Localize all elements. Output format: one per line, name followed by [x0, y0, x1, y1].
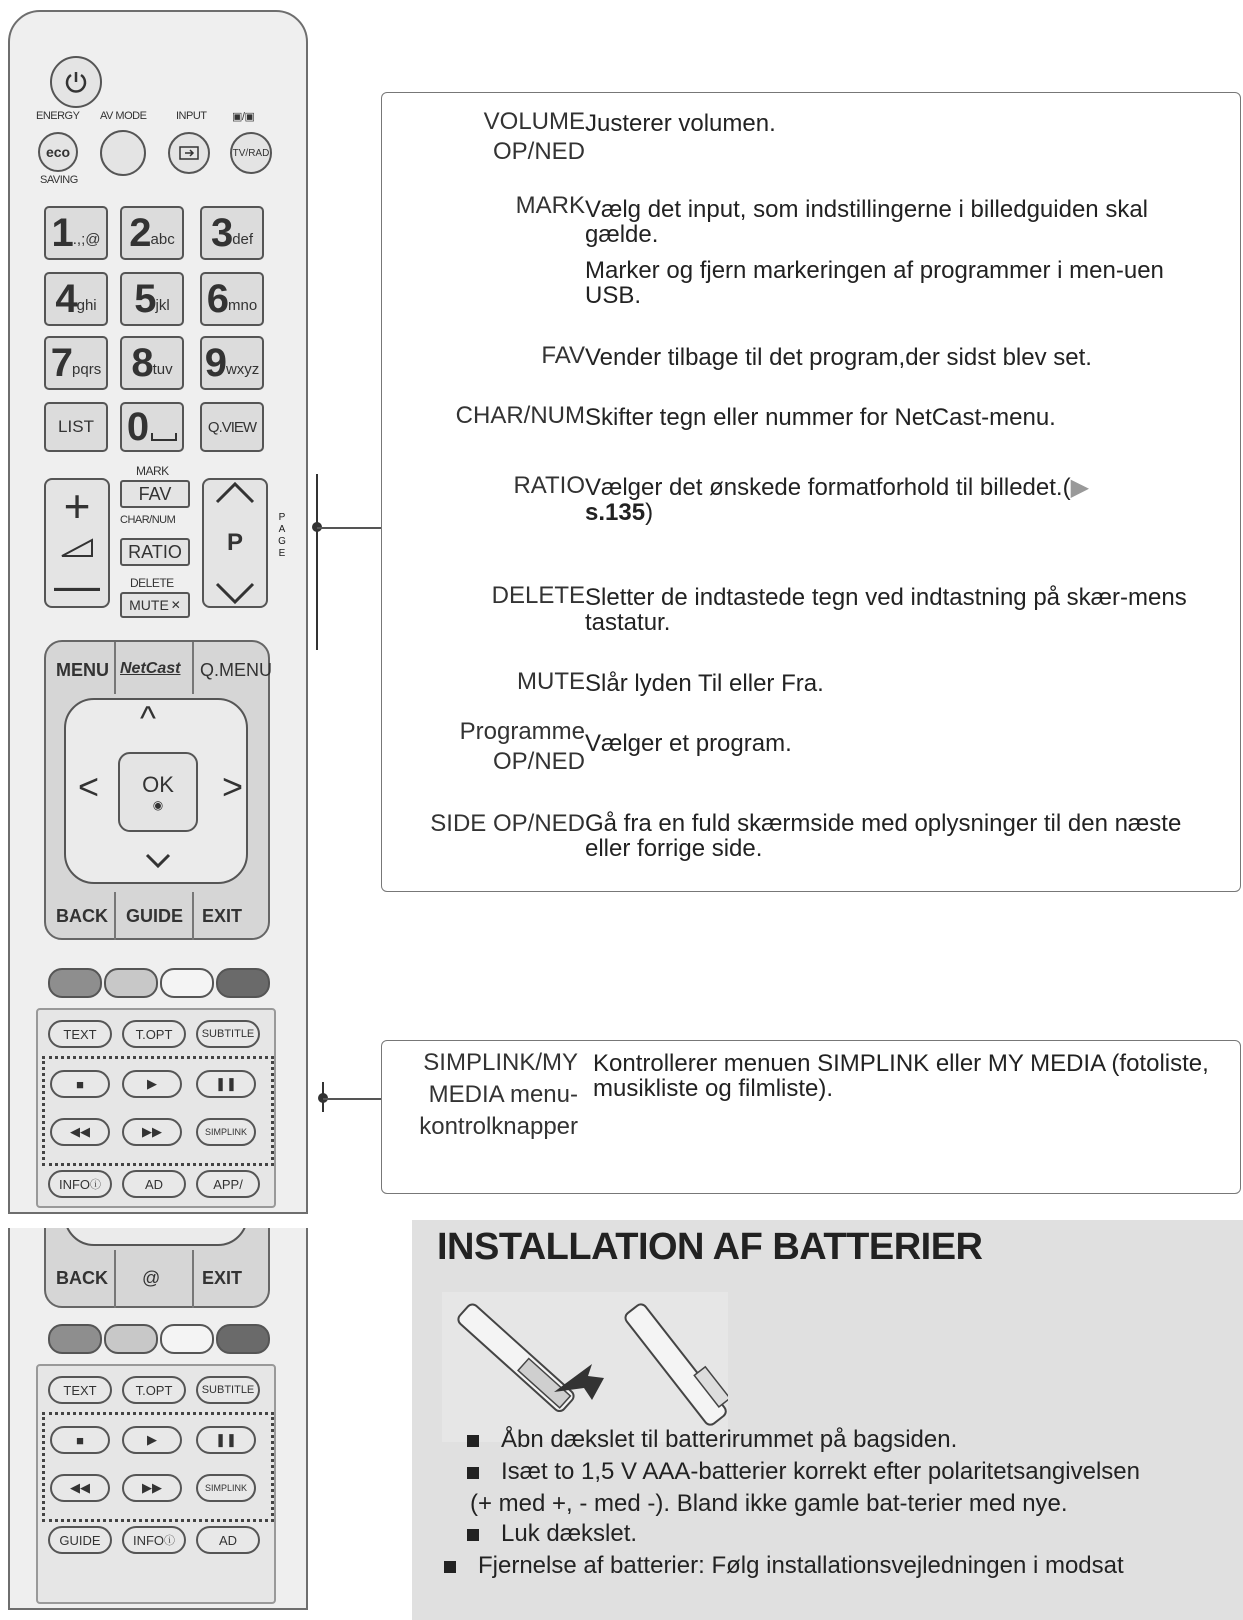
page-side-label: PAGE [278, 512, 286, 559]
term-volume: VOLUME OP/NED [483, 108, 585, 165]
number-5-digit: 5 [134, 276, 155, 321]
number-7-letters: pqrs [72, 360, 102, 378]
ok-button [118, 752, 198, 832]
red-key-alt [48, 1324, 102, 1354]
battery-step-1 [467, 1426, 957, 1454]
forward-button-alt: ▶▶ [122, 1474, 182, 1502]
arrow-down-icon [144, 852, 172, 870]
tvrad-button: TV/RAD [230, 132, 272, 174]
number-8-digit: 8 [131, 340, 152, 385]
ad-button: AD [122, 1170, 186, 1198]
subtitle-button-alt: SUBTITLE [196, 1376, 260, 1404]
pause-button-alt: ❚❚ [196, 1426, 256, 1454]
term-programme: Programme OP/NED [459, 718, 585, 775]
saving-label: SAVING [40, 174, 78, 186]
number-7-digit: 7 [50, 340, 72, 385]
netcast-label: NetCast [120, 660, 181, 677]
number-2-digit: 2 [129, 210, 150, 255]
energy-label: ENERGY [36, 110, 80, 122]
volume-rocker [44, 478, 110, 611]
simplink-button-alt: SIMPLINK [196, 1474, 256, 1502]
chevron-down-icon [213, 580, 257, 606]
desc-delete: Sletter de indtastede tegn ved indtastning på skær-mens tastatur. [585, 584, 1187, 636]
battery-step-3 [467, 1520, 637, 1548]
number-2-letters: abc [150, 230, 175, 248]
battery-title: INSTALLATION AF BATTERIER [437, 1226, 983, 1268]
list-button: LIST [44, 402, 108, 452]
volume-plus-icon: + [63, 480, 91, 532]
number-1-letters: .,;@ [72, 230, 101, 248]
program-label: P [226, 529, 243, 556]
green-key-alt [104, 1324, 158, 1354]
red-key [48, 968, 102, 998]
bracket-line [316, 474, 318, 650]
stop-button-alt: ■ [50, 1426, 110, 1454]
battery-step-3-text: Luk dækslet. [501, 1520, 638, 1547]
pause-button: ❚❚ [196, 1070, 256, 1098]
input-label: INPUT [176, 110, 207, 122]
divider [192, 892, 194, 940]
ok-dot-icon: ◉ [152, 798, 164, 812]
info-label: INFO [58, 1176, 91, 1192]
desc-mark: Vælg det input, som indstillingerne i billedguiden skal gælde. [585, 196, 1148, 248]
number-3-button [200, 206, 264, 260]
number-9-button [200, 336, 264, 390]
power-icon [63, 69, 89, 95]
qmenu-label: Q.MENU [200, 660, 272, 680]
battery-step-2 [467, 1458, 1140, 1486]
page-reference: s.135 [585, 499, 646, 526]
number-5-button [120, 272, 184, 326]
button-description-box [381, 92, 1241, 892]
number-1-button [44, 206, 108, 260]
back-label-alt: BACK [56, 1268, 108, 1288]
desc-volume: Justerer volumen. [585, 110, 776, 137]
energy-saving-button: eco [38, 132, 78, 172]
battery-step-2-cont: (+ med +, - med -). Bland ikke gamle bat-terier med nye. [470, 1490, 1068, 1517]
chevron-up-icon [213, 480, 257, 506]
term-side: SIDE OP/NED [430, 810, 585, 837]
yellow-key [160, 968, 214, 998]
blue-key-alt [216, 1324, 270, 1354]
back-label: BACK [56, 906, 108, 926]
divider [192, 1250, 194, 1308]
input-icon [179, 146, 199, 160]
power-button [50, 56, 102, 108]
battery-installation-panel [412, 1220, 1243, 1620]
program-rocker [202, 478, 268, 608]
number-9-letters: wxyz [225, 360, 260, 378]
app-button: APP/ [196, 1170, 260, 1198]
term-fav: FAV [541, 342, 585, 369]
number-6-letters: mno [228, 296, 258, 314]
remote-control-alt-illustration [8, 1228, 308, 1610]
ad-button-alt: AD [196, 1526, 260, 1554]
divider [114, 892, 116, 940]
info-icon: ⓘ [164, 1535, 176, 1547]
guide-button-alt: GUIDE [48, 1526, 112, 1554]
number-4-letters: ghi [76, 296, 97, 314]
input-button [168, 132, 210, 174]
info-button-alt [122, 1526, 186, 1554]
avmode-label: AV MODE [100, 110, 147, 122]
remote-control-illustration [8, 10, 308, 1214]
info-icon: ⓘ [90, 1179, 102, 1191]
zero-label: 0 [126, 404, 148, 449]
yellow-key-alt [160, 1324, 214, 1354]
at-label: @ [142, 1268, 161, 1288]
ok-label: OK [142, 772, 174, 797]
simplink-description-box [381, 1040, 1241, 1194]
battery-removal-text: Fjernelse af batterier: Følg installationsvejledningen i modsat [478, 1552, 1124, 1579]
desc-fav: Vender tilbage til det program,der sidst blev set. [585, 344, 1092, 371]
number-7-button [44, 336, 108, 390]
mark-label: MARK [136, 464, 169, 478]
divider [114, 1250, 116, 1308]
blue-key [216, 968, 270, 998]
desc-ratio [585, 475, 1185, 525]
avmode-button [100, 130, 146, 176]
desc-mute: Slår lyden Til eller Fra. [585, 670, 824, 697]
desc-side: Gå fra en fuld skærmside med oplysninger til den næste eller forrige side. [585, 810, 1182, 862]
play-button-alt: ▶ [122, 1426, 182, 1454]
number-3-digit: 3 [210, 210, 232, 255]
number-8-letters: tuv [152, 360, 173, 378]
battery-step-1-text: Åbn dækslet til batterirummet på bagsiden. [501, 1426, 958, 1453]
battery-remote-illustration [442, 1292, 728, 1442]
arrow-up-icon: ^ [140, 700, 156, 738]
play-button: ▶ [122, 1070, 182, 1098]
term-mark: MARK [515, 192, 585, 219]
mute-button [120, 592, 190, 618]
topt-button: T.OPT [122, 1020, 186, 1048]
term-mute: MUTE [517, 668, 585, 695]
battery-removal [444, 1552, 1124, 1580]
delete-label: DELETE [130, 576, 174, 590]
exit-label: EXIT [202, 906, 243, 926]
text-button: TEXT [48, 1020, 112, 1048]
qview-button: Q.VIEW [200, 402, 264, 452]
number-6-button [200, 272, 264, 326]
text-button-alt: TEXT [48, 1376, 112, 1404]
volume-minus-icon: — [54, 559, 100, 611]
number-2-button [120, 206, 184, 260]
number-9-digit: 9 [204, 340, 225, 385]
tvrad-top-label: ▣/▣ [232, 111, 255, 123]
dpad-alt [64, 1228, 248, 1246]
number-4-digit: 4 [55, 276, 76, 321]
leader-line [317, 527, 381, 529]
desc-charnum: Skifter tegn eller nummer for NetCast-menu. [585, 404, 1056, 431]
number-5-letters: jkl [155, 296, 170, 314]
forward-button: ▶▶ [122, 1118, 182, 1146]
rewind-button-alt: ◀◀ [50, 1474, 110, 1502]
number-6-digit: 6 [206, 276, 228, 321]
space-icon [151, 433, 177, 441]
term-delete: DELETE [491, 582, 585, 609]
topt-button-alt: T.OPT [122, 1376, 186, 1404]
info-label-alt: INFO [132, 1532, 165, 1548]
stop-button: ■ [50, 1070, 110, 1098]
desc-ratio-text: Vælger det ønskede formatforhold til billedet.( [585, 474, 1071, 501]
exit-label-alt: EXIT [202, 1268, 243, 1288]
zero-button [120, 402, 184, 452]
number-8-button [120, 336, 184, 390]
ratio-button: RATIO [120, 538, 190, 566]
desc-simplink: Kontrollerer menuen SIMPLINK eller MY MEDIA (fotoliste, musikliste og filmliste). [593, 1050, 1209, 1102]
term-simplink: SIMPLINK/MY MEDIA menu- kontrolknapper [419, 1049, 578, 1140]
info-button [48, 1170, 112, 1198]
simplink-button: SIMPLINK [196, 1118, 256, 1146]
fav-button: FAV [120, 480, 190, 508]
divider [192, 642, 194, 694]
charnum-label: CHAR/NUM [120, 514, 176, 526]
green-key [104, 968, 158, 998]
number-3-letters: def [232, 230, 254, 248]
number-1-digit: 1 [51, 210, 72, 255]
leader-line [323, 1098, 381, 1100]
rewind-button: ◀◀ [50, 1118, 110, 1146]
volume-icon [60, 538, 94, 558]
arrow-left-icon: < [78, 766, 100, 807]
number-4-button [44, 272, 108, 326]
desc-ratio-tail: ) [645, 499, 654, 526]
mute-label: MUTE [129, 597, 169, 613]
arrow-right-icon: ▶ [1070, 474, 1090, 501]
menu-label: MENU [56, 660, 109, 680]
term-ratio: RATIO [513, 472, 585, 499]
guide-label: GUIDE [126, 906, 184, 926]
desc-programme: Vælger et program. [585, 730, 792, 757]
arrow-right-icon: > [222, 766, 244, 807]
divider [114, 642, 116, 694]
subtitle-button: SUBTITLE [196, 1020, 260, 1048]
desc-mark-2: Marker og fjern markeringen af programmer i men-uen USB. [585, 257, 1164, 309]
term-charnum: CHAR/NUM [455, 402, 585, 429]
battery-step-2-text: Isæt to 1,5 V AAA-batterier korrekt efter polaritetsangivelsen [501, 1458, 1140, 1485]
mute-icon: ✕ [170, 598, 181, 612]
